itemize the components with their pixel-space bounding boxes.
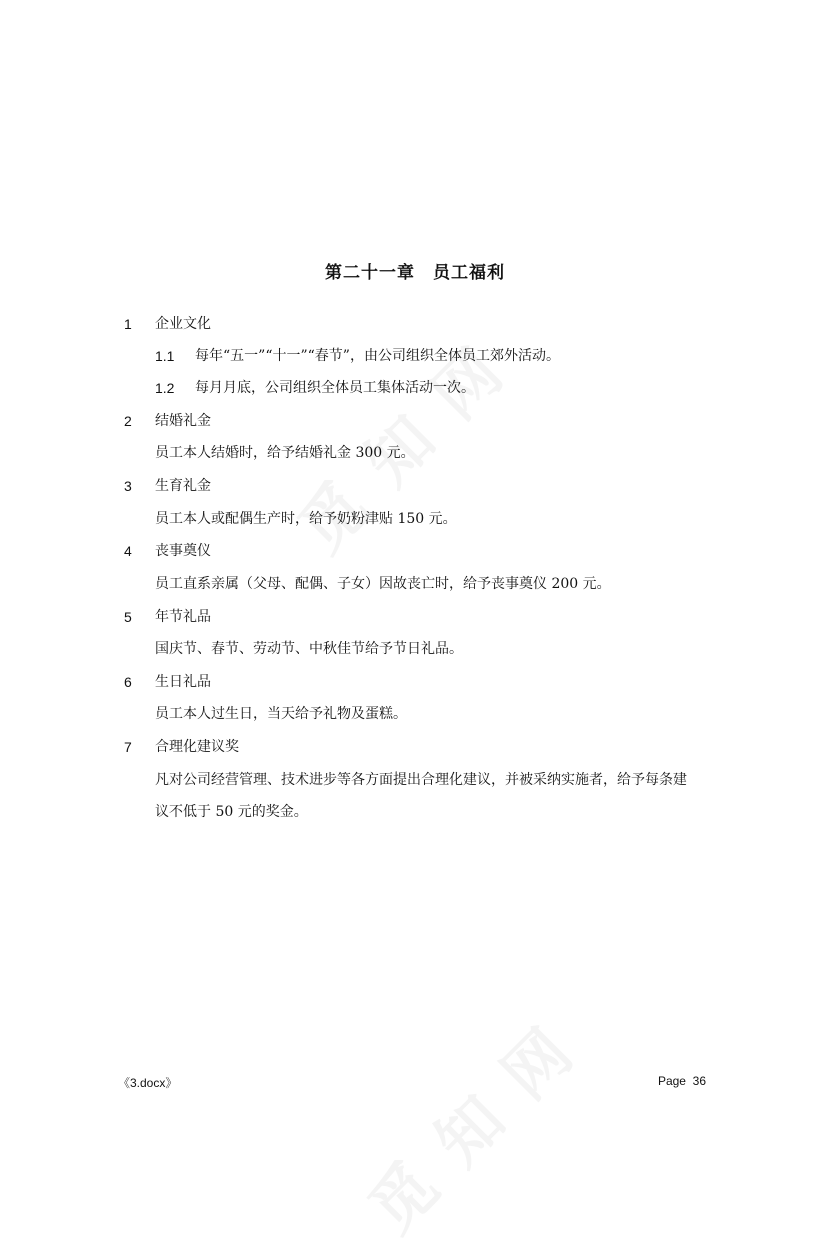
watermark bbox=[345, 1003, 591, 1249]
section-number: 7 bbox=[124, 739, 132, 755]
section-title: 结婚礼金 bbox=[155, 413, 211, 429]
section-title: 生育礼金 bbox=[155, 478, 211, 494]
section-number: 5 bbox=[124, 609, 132, 625]
section-title: 生日礼品 bbox=[155, 674, 211, 690]
section-title: 丧事奠仪 bbox=[155, 543, 211, 559]
section-number: 2 bbox=[124, 413, 132, 429]
subitem-number: 1.1 bbox=[155, 348, 175, 364]
footer-page-number: Page 36 bbox=[657, 1074, 706, 1088]
section-body: 员工直系亲属（父母、配偶、子女）因故丧亡时，给予丧事奠仪 200 元。 bbox=[155, 576, 611, 592]
subitem-text: 每月月底，公司组织全体员工集体活动一次。 bbox=[195, 380, 475, 396]
section-body: 国庆节、春节、劳动节、中秋佳节给予节日礼品。 bbox=[155, 641, 463, 657]
chapter-title: 第二十一章 员工福利 bbox=[325, 263, 505, 283]
section-body: 员工本人过生日，当天给予礼物及蛋糕。 bbox=[155, 706, 407, 722]
section-body: 凡对公司经营管理、技术进步等各方面提出合理化建议，并被采纳实施者，给予每条建 bbox=[155, 772, 687, 788]
section-number: 3 bbox=[124, 478, 132, 494]
section-number: 6 bbox=[124, 674, 132, 690]
footer-filename: 《3.docx》 bbox=[118, 1076, 178, 1090]
section-title: 合理化建议奖 bbox=[155, 739, 239, 755]
section-title: 企业文化 bbox=[155, 316, 211, 332]
section-body: 议不低于 50 元的奖金。 bbox=[155, 804, 308, 820]
section-title: 年节礼品 bbox=[155, 609, 211, 625]
section-number: 1 bbox=[124, 316, 132, 332]
subitem-number: 1.2 bbox=[155, 380, 175, 396]
section-number: 4 bbox=[124, 543, 132, 559]
section-body: 员工本人或配偶生产时，给予奶粉津贴 150 元。 bbox=[155, 511, 457, 527]
subitem-text: 每年“五一”“十一”“春节”，由公司组织全体员工郊外活动。 bbox=[195, 348, 560, 364]
section-body: 员工本人结婚时，给予结婚礼金 300 元。 bbox=[155, 445, 415, 461]
